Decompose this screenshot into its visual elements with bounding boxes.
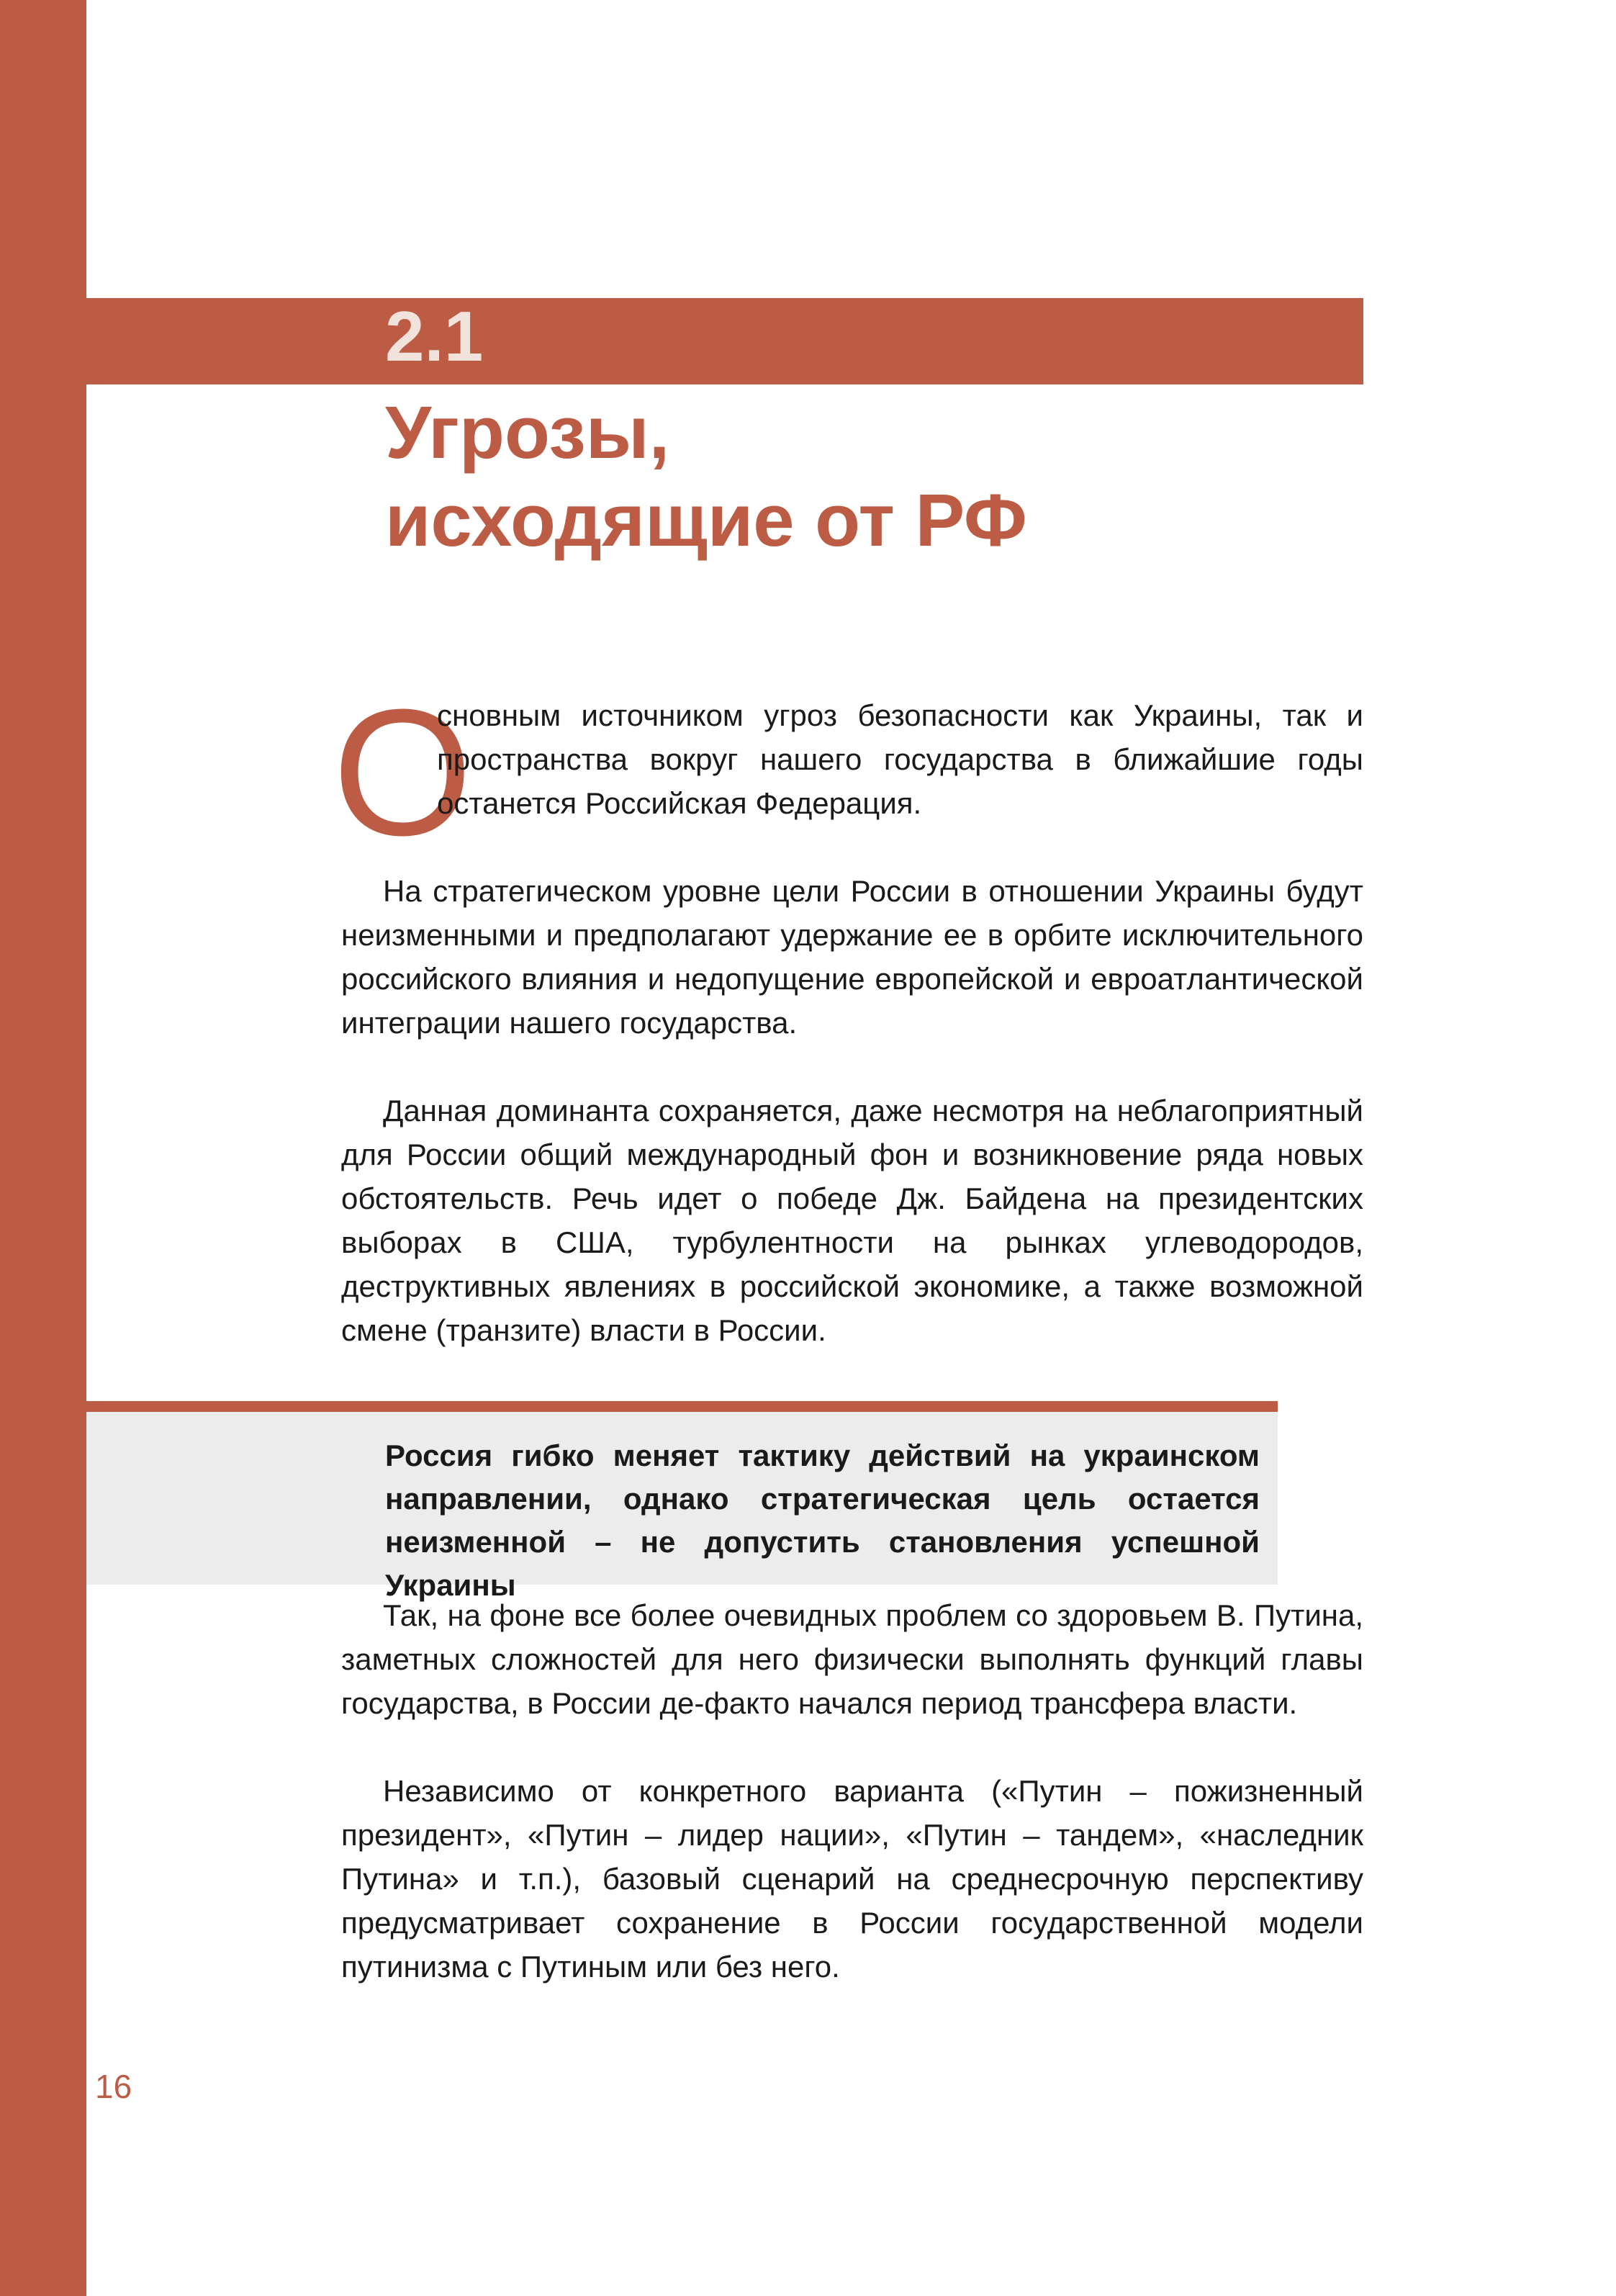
paragraph-4: Независимо от конкретного варианта («Путин – пожизненный президент», «Путин – лидер нации», «Путин – тандем», «наследник Путина» и т.п.), базовый сценарий на среднесрочную перспективу предусматривает сохранение в России государственной модели путинизма с Путиным или без него. — [341, 1774, 1363, 1984]
drop-cap: О — [333, 672, 473, 873]
page-number: 16 — [95, 2068, 132, 2105]
section-title — [385, 389, 1027, 564]
lead-line-3: останется Российская Федерация. — [437, 786, 922, 820]
paragraph-2: Данная доминанта сохраняется, даже несмотря на неблагоприятный для России общий международный фон и возникновение ряда новых обстоятельств. Речь идет о победе Дж. Байдена на президентских выборах в США, турбулентности на рынках углеводородов, деструктивных явлениях в российской экономике, а также возможной смене (транзите) власти в России. — [341, 1094, 1363, 1347]
paragraph-1: На стратегическом уровне цели России в отношении Украины будут неизменными и предполагают удержание ее в орбите исключительного российского влияния и недопущение европейской и евроатлантической интеграции нашего государства. — [341, 874, 1363, 1040]
section-title-line-1: Угрозы, — [385, 391, 670, 474]
section-number: 2.1 — [385, 297, 484, 376]
paragraph-3: Так, на фоне все более очевидных проблем со здоровьем В. Путина, заметных сложностей для него физически выполнять функций главы государства, в России де-факто начался период трансфера власти. — [341, 1598, 1363, 1720]
callout-text: Россия гибко меняет тактику действий на украинском направлении, однако стратегическая цель остается неизменной – не допустить становления успешной Украины — [385, 1439, 1260, 1602]
side-color-bar — [0, 0, 86, 2296]
lead-line-2: пространства вокруг нашего государства в ближайшие годы — [437, 742, 1363, 776]
title-band — [86, 298, 1363, 384]
callout-box — [86, 1401, 1278, 1602]
section-title-line-2: исходящие от РФ — [385, 479, 1027, 562]
lead-line-1: сновным источником угроз безопасности как Украины, так и — [437, 698, 1363, 732]
